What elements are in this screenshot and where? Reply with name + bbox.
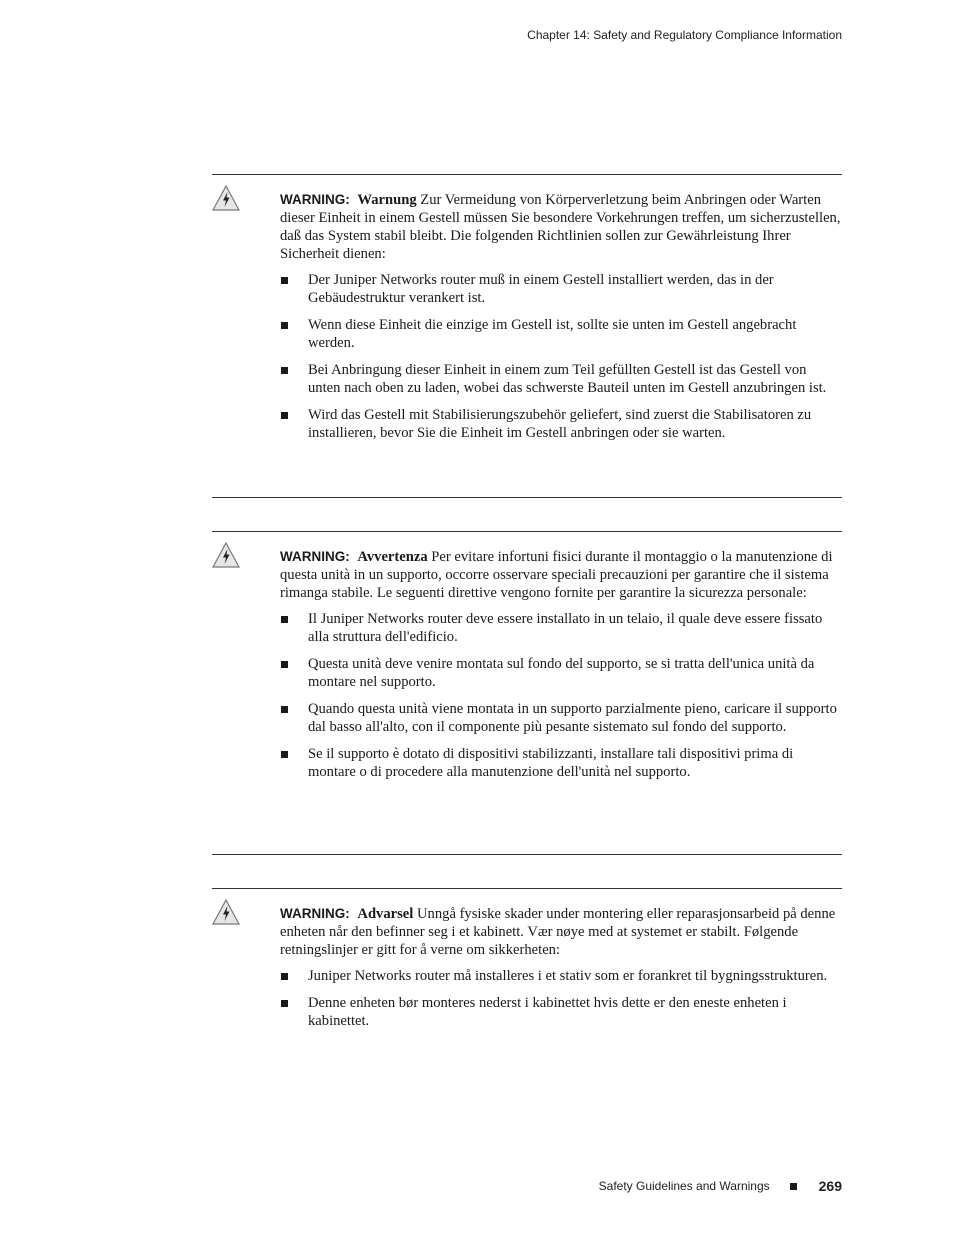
- warning-language-word: Warnung: [357, 192, 417, 208]
- list-item-text: Denne enheten bør monteres nederst i kabinettet hvis dette er den eneste enheten i kabinettet.: [308, 995, 787, 1029]
- warning-intro-text: Per evitare infortuni fisici durante il montaggio o la manutenzione di questa unità in un supporto, occorre osservare speciali precauzioni per garantire che il sistema rimanga stabile. Le seguenti direttive vengono fornite per garantire la sicurezza personale:: [280, 549, 833, 601]
- bullet-square-icon: [281, 322, 288, 329]
- list-item-text: Juniper Networks router må installeres i et stativ som er forankret til bygningsstrukturen.: [308, 968, 828, 984]
- footer-section-title: Safety Guidelines and Warnings: [598, 1179, 770, 1193]
- warning-label: WARNING:: [280, 906, 350, 921]
- bullet-square-icon: [281, 706, 288, 713]
- warning-block-german: [212, 174, 842, 498]
- bullet-square-icon: [281, 412, 288, 419]
- warning-language-word: Avvertenza: [357, 549, 428, 565]
- warning-label: WARNING:: [280, 192, 350, 207]
- warning-label: WARNING:: [280, 549, 350, 564]
- list-item-text: Bei Anbringung dieser Einheit in einem zum Teil gefüllten Gestell ist das Gestell von unten nach oben zu laden, wobei das schwerste Bauteil unten im Gestell anzubringen ist.: [308, 362, 827, 396]
- warning-block-norwegian: [212, 888, 842, 1079]
- warning-block-italian: [212, 531, 842, 855]
- page-number: 269: [818, 1178, 842, 1194]
- list-item: [280, 406, 842, 442]
- bullet-square-icon: [281, 661, 288, 668]
- bullet-square-icon: [281, 616, 288, 623]
- footer-separator-square-icon: [790, 1183, 797, 1190]
- bullet-square-icon: [281, 751, 288, 758]
- electrical-hazard-icon: [212, 185, 240, 211]
- electrical-hazard-icon: [212, 542, 240, 568]
- list-item-text: Se il supporto è dotato di dispositivi stabilizzanti, installare tali dispositivi prima di montare o di procedere alla manutenzione dell'unità nel supporto.: [308, 746, 794, 780]
- list-item: [280, 316, 842, 352]
- list-item: [280, 700, 842, 736]
- warning-intro-text: Unngå fysiske skader under montering eller reparasjonsarbeid på denne enheten når den befinner seg i et kabinett. Vær nøye med at systemet er stabilt. Følgende retningslinjer er gitt for å verne om sikkerheten:: [280, 906, 836, 958]
- list-item-text: Der Juniper Networks router muß in einem Gestell installiert werden, das in der Gebäudestruktur verankert ist.: [308, 272, 774, 306]
- warning-intro-text: Zur Vermeidung von Körperverletzung beim Anbringen oder Warten dieser Einheit in einem Gestell müssen Sie besondere Vorkehrungen treffen, um sicherzustellen, daß das System stabil bleibt. Die folgenden Richtlinien sollen zur Gewährleistung Ihrer Sicherheit dienen:: [280, 192, 841, 262]
- warning-language-word: Advarsel: [357, 906, 414, 922]
- bullet-square-icon: [281, 367, 288, 374]
- list-item: [280, 967, 842, 985]
- page-footer: [599, 1178, 842, 1194]
- bullet-square-icon: [281, 277, 288, 284]
- bullet-square-icon: [281, 1000, 288, 1007]
- list-item: [280, 994, 842, 1030]
- list-item-text: Wenn diese Einheit die einzige im Gestell ist, sollte sie unten im Gestell angebracht werden.: [308, 317, 797, 351]
- list-item: [280, 271, 842, 307]
- list-item: [280, 610, 842, 646]
- electrical-hazard-icon: [212, 899, 240, 925]
- list-item-text: Questa unità deve venire montata sul fondo del supporto, se si tratta dell'unica unità da montare nel supporto.: [308, 656, 815, 690]
- list-item-text: Il Juniper Networks router deve essere installato in un telaio, il quale deve essere fissato alla struttura dell'edificio.: [308, 611, 823, 645]
- list-item-text: Wird das Gestell mit Stabilisierungszubehör geliefert, sind zuerst die Stabilisatoren zu installieren, bevor Sie die Einheit im Gestell anbringen oder sie warten.: [308, 407, 812, 441]
- warning-intro: [280, 905, 842, 959]
- list-item: [280, 361, 842, 397]
- warning-guidelines-list: [280, 967, 842, 1030]
- list-item: [280, 745, 842, 781]
- warning-intro: [280, 548, 842, 602]
- warning-intro: [280, 191, 842, 263]
- list-item-text: Quando questa unità viene montata in un supporto parzialmente pieno, caricare il supporto dal basso all'alto, con il componente più pesante sistemato sul fondo del supporto.: [308, 701, 837, 735]
- warning-guidelines-list: [280, 610, 842, 781]
- list-item: [280, 655, 842, 691]
- running-header: Chapter 14: Safety and Regulatory Compliance Information: [527, 28, 842, 42]
- bullet-square-icon: [281, 973, 288, 980]
- warning-guidelines-list: [280, 271, 842, 442]
